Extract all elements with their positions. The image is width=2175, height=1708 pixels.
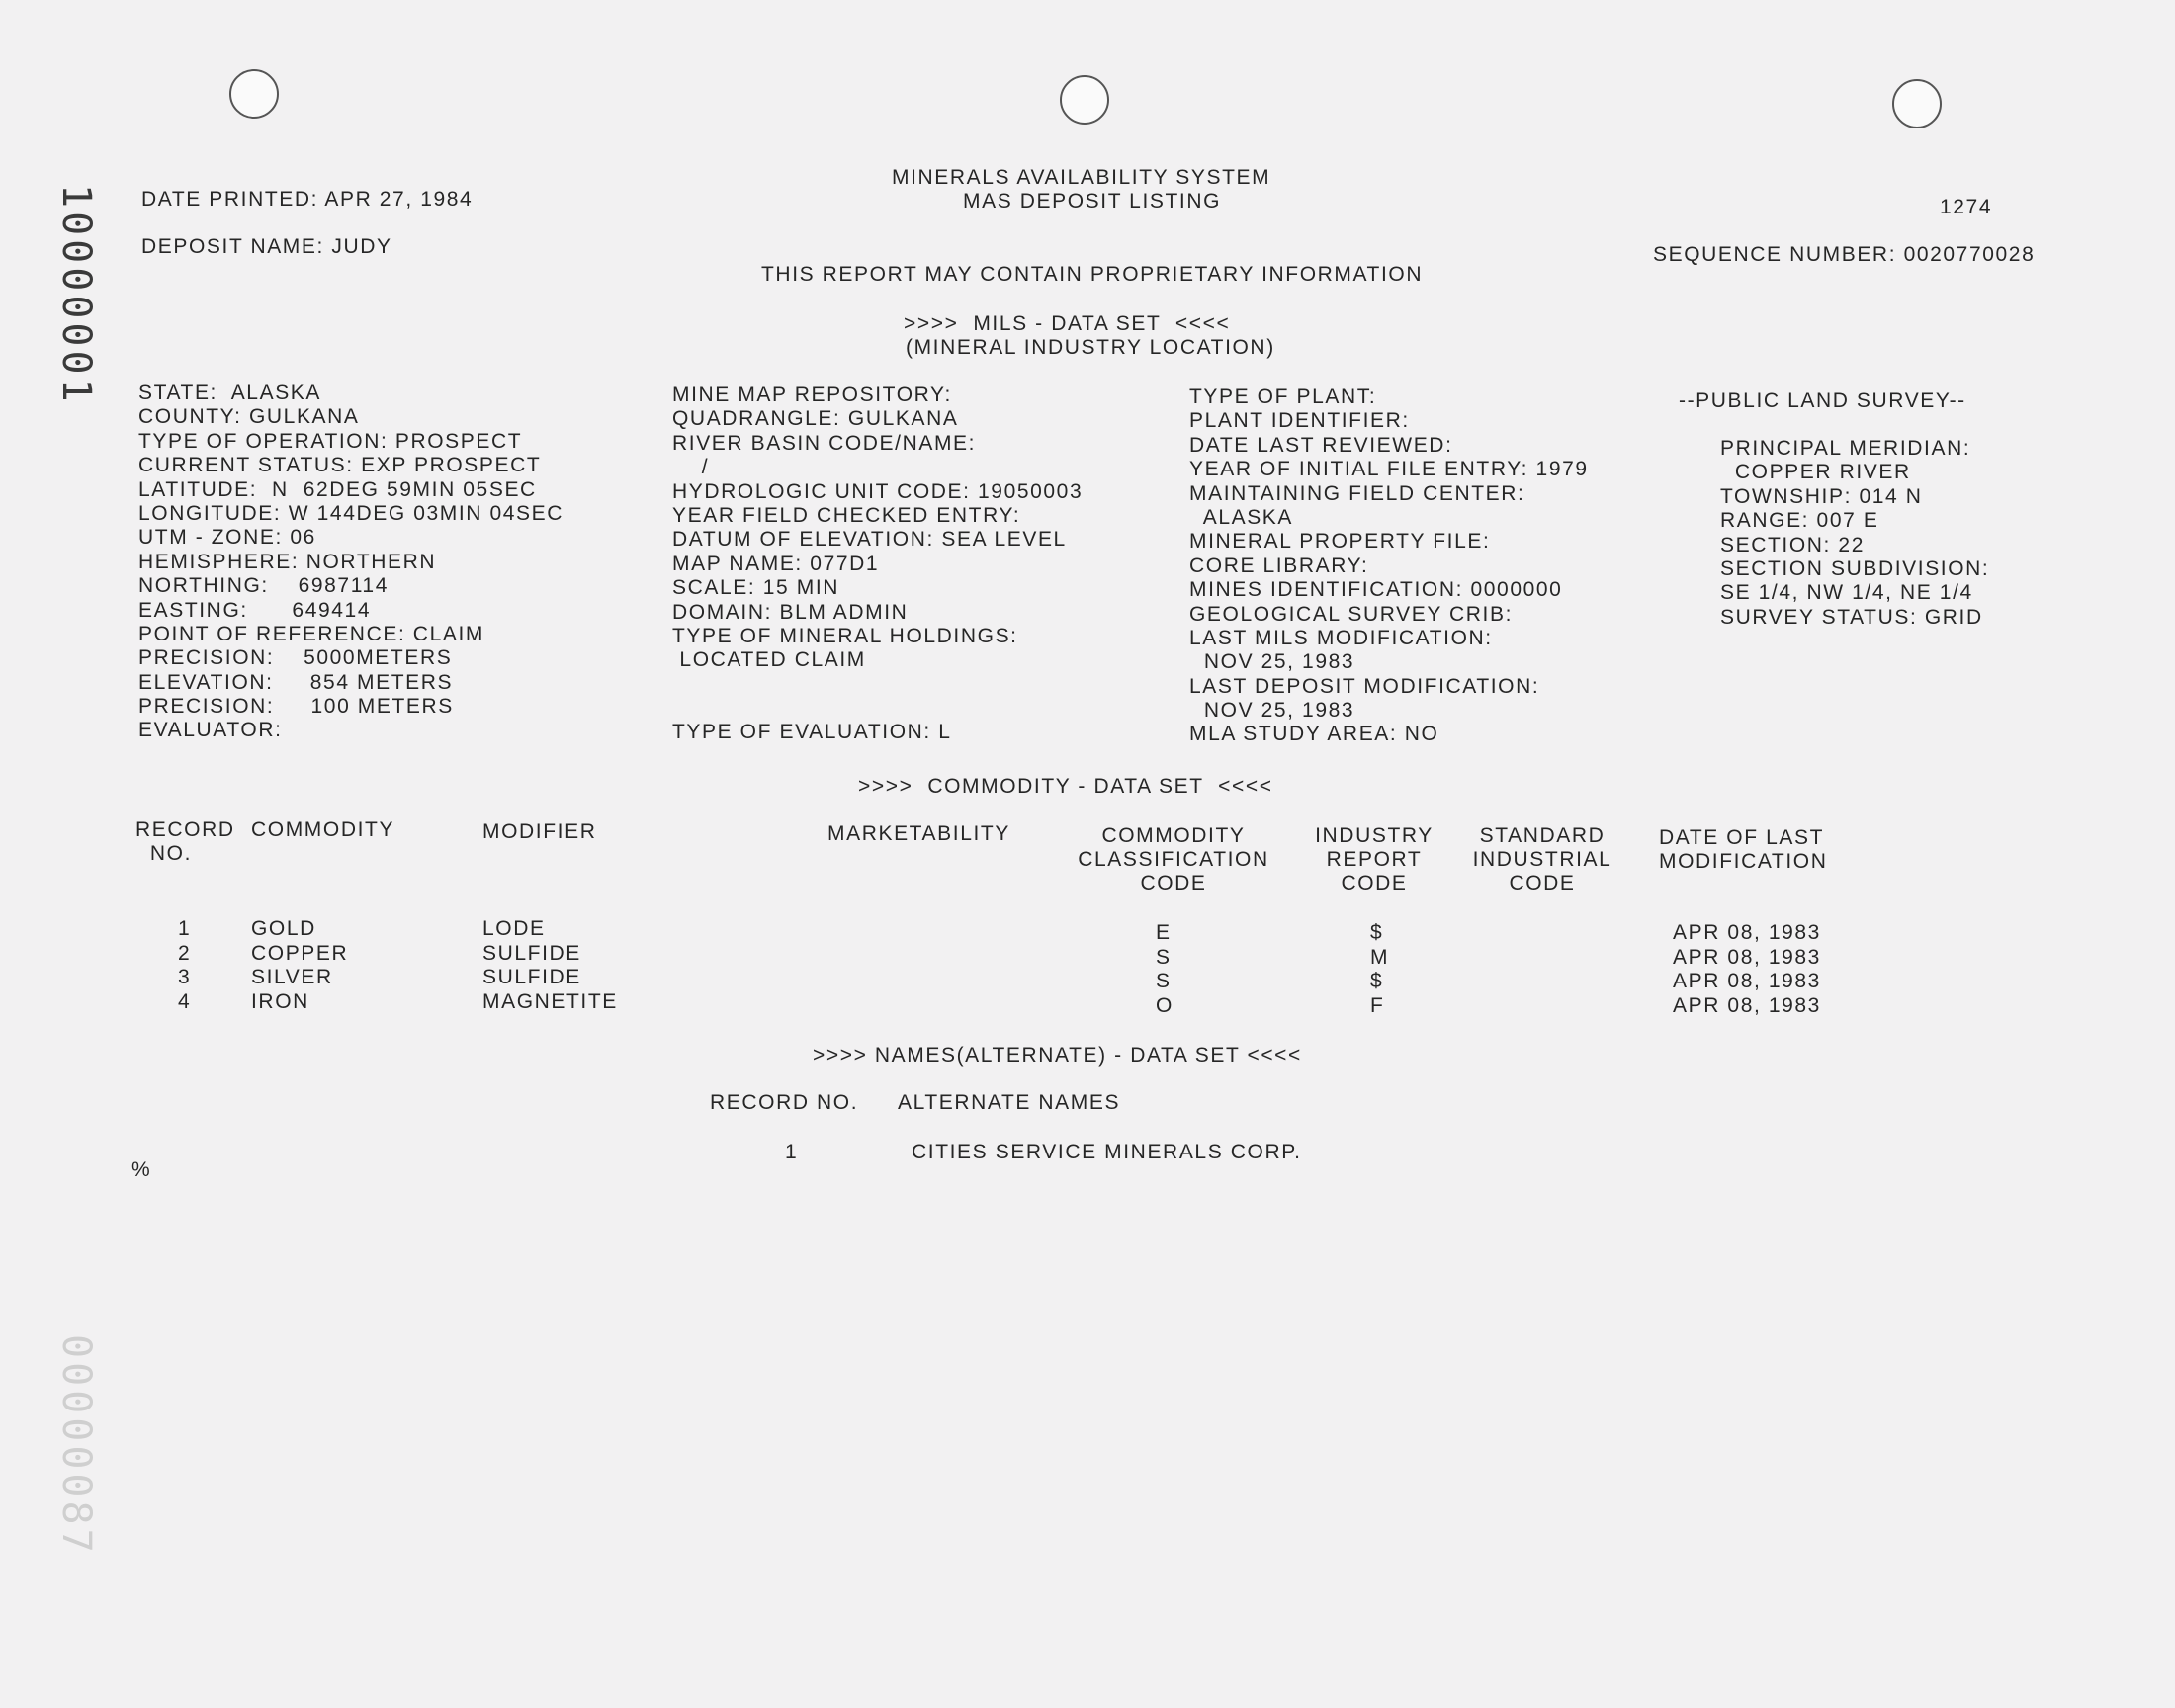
survey-line: SECTION: 22 [1720,533,1865,556]
location-line: PRECISION: 5000METERS [138,646,453,670]
plant-info-line: YEAR OF INITIAL FILE ENTRY: 1979 [1189,458,1589,481]
commodity-section-title: >>>> COMMODITY - DATA SET <<<< [858,775,1273,798]
location-line: EVALUATOR: [138,719,283,742]
map-info-line: / [672,456,710,479]
map-info-line [672,673,1083,697]
location-line: LONGITUDE: W 144DEG 03MIN 04SEC [138,501,565,525]
side-code-bottom: 00000087 [53,1334,99,1557]
map-info-line: SCALE: 15 MIN [672,576,840,600]
col-header-classification: COMMODITY CLASSIFICATION CODE [1078,824,1269,895]
plant-info-line: TYPE OF PLANT: [1189,385,1377,408]
col-header-marketability: MARKETABILITY [827,822,1010,845]
cell-modifier: SULFIDE [482,941,581,965]
location-line: POINT OF REFERENCE: CLAIM [138,622,484,645]
col-header-sic: STANDARD INDUSTRIAL CODE [1472,824,1612,895]
cell-modifier: SULFIDE [482,966,581,988]
plant-info-line: LAST MILS MODIFICATION: [1189,626,1493,649]
names-header-record: RECORD NO. [710,1091,859,1114]
survey-column [1720,437,1989,630]
col-header-commodity: COMMODITY [251,818,395,841]
map-column [672,384,1083,745]
cell-commodity: GOLD [251,917,316,940]
map-info-line: DOMAIN: BLM ADMIN [672,600,909,624]
col-header-date: DATE OF LAST MODIFICATION [1659,826,1828,873]
side-code-top: 10000001 [53,184,99,406]
mils-section-subtitle: (MINERAL INDUSTRY LOCATION) [906,336,1275,359]
date-printed: DATE PRINTED: APR 27, 1984 [141,188,474,211]
map-info-line: DATUM OF ELEVATION: SEA LEVEL [672,528,1067,552]
plant-info-line: PLANT IDENTIFIER: [1189,409,1410,433]
cell-class-code: S [1156,945,1172,969]
map-info-line: MAP NAME: 077D1 [672,552,880,575]
plant-info-line: NOV 25, 1983 [1189,650,1355,674]
location-line: TYPE OF OPERATION: PROSPECT [138,429,523,453]
plant-info-line: MAINTAINING FIELD CENTER: [1189,481,1525,505]
cell-modifier: LODE [482,917,546,940]
cell-class-code: E [1156,921,1172,944]
punch-hole-center [1060,75,1109,125]
plant-info-line: MINES IDENTIFICATION: 0000000 [1189,578,1563,602]
location-line: ELEVATION: 854 METERS [138,670,454,694]
cell-date: APR 08, 1983 [1673,993,1821,1017]
cell-industry-code: F [1370,993,1385,1017]
plant-column [1189,385,1589,747]
cell-date: APR 08, 1983 [1673,970,1821,992]
survey-line: SECTION SUBDIVISION: [1720,556,1990,580]
map-info-line: LOCATED CLAIM [672,648,866,672]
names-cell-record-no: 1 [785,1141,799,1163]
cell-class-code: S [1156,970,1172,992]
plant-info-line: DATE LAST REVIEWED: [1189,433,1453,457]
map-info-line [672,697,1083,721]
cell-commodity: IRON [251,989,309,1013]
location-line: EASTING: 649414 [138,598,372,622]
mils-section-title: >>>> MILS - DATA SET <<<< [904,312,1231,335]
map-info-line: YEAR FIELD CHECKED ENTRY: [672,503,1021,527]
plant-info-line: CORE LIBRARY: [1189,554,1369,577]
plant-info-line: LAST DEPOSIT MODIFICATION: [1189,674,1540,698]
punch-hole-left [229,69,279,119]
names-section-title: >>>> NAMES(ALTERNATE) - DATA SET <<<< [813,1044,1302,1067]
proprietary-notice: THIS REPORT MAY CONTAIN PROPRIETARY INFORMATION [761,263,1424,286]
cell-commodity: COPPER [251,941,349,965]
location-line: PRECISION: 100 METERS [138,695,454,719]
cell-modifier: MAGNETITE [482,989,618,1013]
location-column [138,382,564,743]
location-line: CURRENT STATUS: EXP PROSPECT [138,454,542,477]
footer-percent-mark: % [131,1158,152,1181]
location-line: STATE: ALASKA [138,382,322,404]
location-line: NORTHING: 6987114 [138,574,389,598]
cell-industry-code: M [1370,945,1390,969]
col-header-industry: INDUSTRY REPORT CODE [1315,824,1434,895]
cell-record-no: 4 [178,989,192,1013]
map-info-line: MINE MAP REPOSITORY: [672,384,952,406]
cell-industry-code: $ [1370,921,1384,944]
location-line: LATITUDE: N 62DEG 59MIN 05SEC [138,477,537,501]
plant-info-line: GEOLOGICAL SURVEY CRIB: [1189,602,1514,626]
plant-info-line: ALASKA [1189,505,1294,529]
survey-line: COPPER RIVER [1720,461,1911,484]
sequence-number: SEQUENCE NUMBER: 0020770028 [1653,243,2036,266]
map-info-line: QUADRANGLE: GULKANA [672,407,959,431]
plant-info-line: NOV 25, 1983 [1189,699,1355,723]
location-line: HEMISPHERE: NORTHERN [138,550,437,573]
cell-class-code: O [1156,993,1174,1017]
plant-info-line: MLA STUDY AREA: NO [1189,723,1439,746]
names-header-names: ALTERNATE NAMES [898,1091,1121,1114]
map-info-line: TYPE OF MINERAL HOLDINGS: [672,624,1018,647]
survey-line: RANGE: 007 E [1720,509,1879,533]
public-land-survey-title: --PUBLIC LAND SURVEY-- [1679,389,1966,412]
cell-record-no: 1 [178,917,192,940]
map-info-line: RIVER BASIN CODE/NAME: [672,431,977,455]
listing-title: MAS DEPOSIT LISTING [963,190,1222,213]
cell-commodity: SILVER [251,966,333,988]
col-header-record: RECORD NO. [135,818,235,865]
plant-info-line: MINERAL PROPERTY FILE: [1189,530,1491,554]
page-number: 1274 [1940,196,1993,218]
cell-industry-code: $ [1370,970,1384,992]
cell-date: APR 08, 1983 [1673,945,1821,969]
cell-record-no: 3 [178,966,192,988]
location-line: UTM - ZONE: 06 [138,526,316,550]
survey-line: SURVEY STATUS: GRID [1720,605,1983,629]
system-title: MINERALS AVAILABILITY SYSTEM [892,166,1271,189]
cell-date: APR 08, 1983 [1673,921,1821,944]
cell-record-no: 2 [178,941,192,965]
location-line: COUNTY: GULKANA [138,405,360,429]
survey-line: TOWNSHIP: 014 N [1720,484,1923,508]
col-header-modifier: MODIFIER [482,820,597,843]
punch-hole-right [1892,79,1942,128]
map-info-line: TYPE OF EVALUATION: L [672,721,952,744]
survey-line: SE 1/4, NW 1/4, NE 1/4 [1720,581,1973,605]
map-info-line: HYDROLOGIC UNIT CODE: 19050003 [672,479,1084,503]
names-cell-alternate-name: CITIES SERVICE MINERALS CORP. [912,1141,1302,1163]
survey-line: PRINCIPAL MERIDIAN: [1720,437,1971,460]
deposit-name: DEPOSIT NAME: JUDY [141,235,392,258]
